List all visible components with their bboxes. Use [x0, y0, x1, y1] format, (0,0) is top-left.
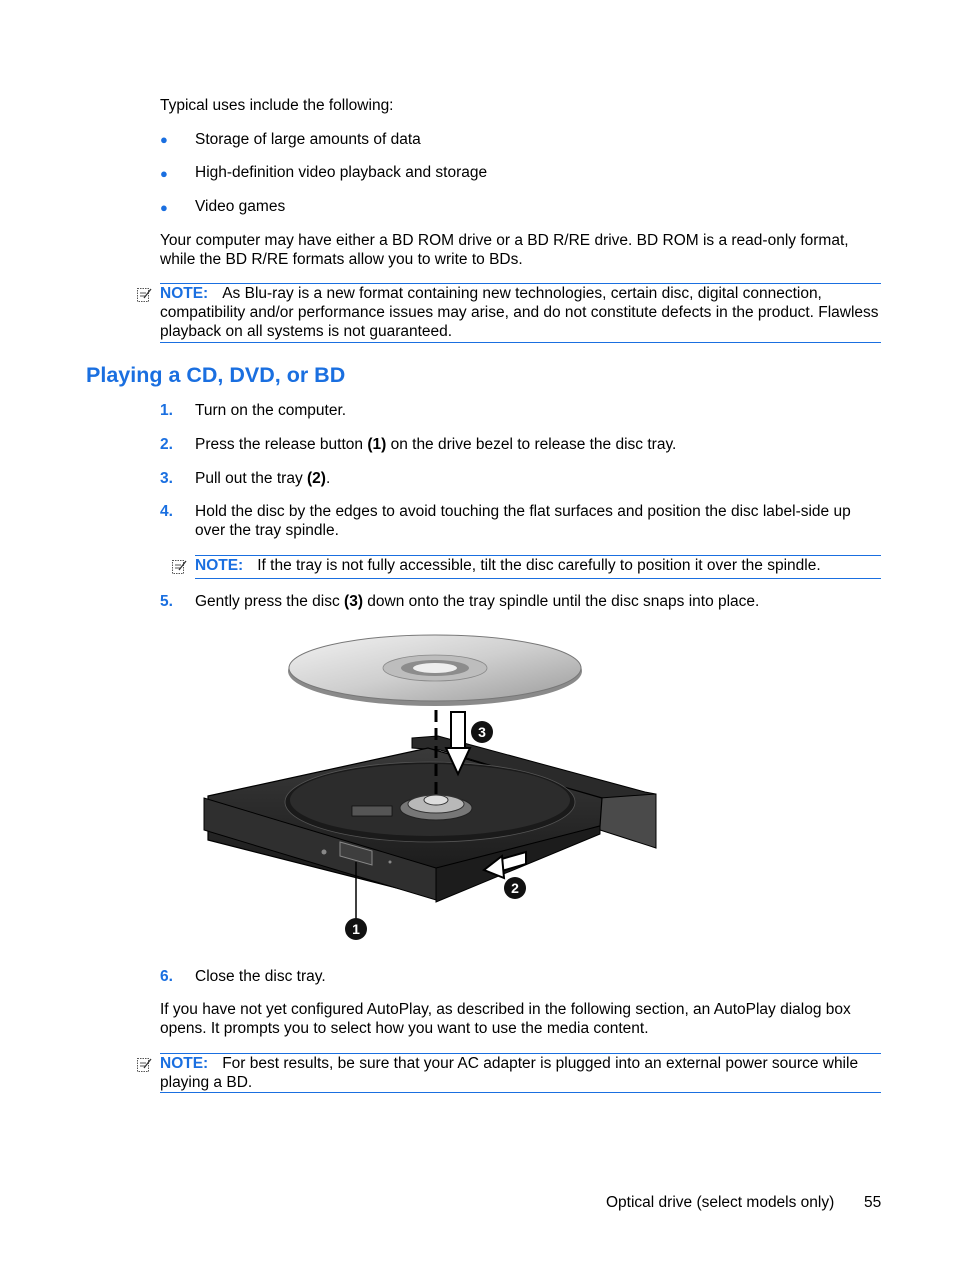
note-body: For best results, be sure that your AC adapter is plugged into an external power source while playing a BD.	[160, 1055, 859, 1091]
disc-tray-illustration	[200, 630, 670, 945]
step-number: 2.	[160, 436, 173, 453]
note-label: NOTE:	[195, 557, 244, 574]
note-bottom-rule	[160, 1092, 881, 1093]
list-item: Video games	[195, 198, 286, 215]
bullet-icon: ●	[160, 200, 168, 215]
callout-number: 3	[478, 724, 486, 740]
step-number: 1.	[160, 402, 173, 419]
drive-paragraph: Your computer may have either a BD ROM drive or a BD R/RE drive. BD ROM is a read-only format, while the BD R/RE formats allow you to write to BDs.	[160, 232, 849, 268]
drive-tray	[204, 736, 656, 902]
note-icon	[136, 287, 152, 303]
step-text: Close the disc tray.	[195, 968, 326, 985]
step-text: Turn on the computer.	[195, 402, 347, 419]
footer-section-title: Optical drive (select models only)	[606, 1194, 835, 1211]
note-text	[195, 556, 882, 575]
list-item: High-definition video playback and storage	[195, 164, 488, 181]
page-number: 55	[864, 1194, 882, 1211]
step-text: Pull out the tray (2).	[195, 470, 331, 487]
note-bottom-rule	[195, 578, 881, 579]
bullet-icon: ●	[160, 166, 168, 181]
step-number: 6.	[160, 968, 173, 985]
callout-number: 2	[511, 880, 519, 896]
step-number: 3.	[160, 470, 173, 487]
note-label: NOTE:	[160, 285, 209, 302]
step-text: Hold the disc by the edges to avoid touching the flat surfaces and position the disc label-side up over the tray spindle.	[195, 503, 851, 539]
step-number: 4.	[160, 503, 173, 520]
note-text	[160, 284, 882, 341]
disc	[288, 635, 582, 706]
step-number: 5.	[160, 593, 173, 610]
section-heading: Playing a CD, DVD, or BD	[86, 363, 346, 387]
bullet-icon: ●	[160, 132, 168, 147]
callout-1	[345, 918, 367, 940]
callout-number: 1	[352, 921, 360, 937]
list-item: Storage of large amounts of data	[195, 131, 421, 148]
callout-2	[504, 877, 526, 899]
note-text	[160, 1054, 882, 1092]
note-body: If the tray is not fully accessible, tilt the disc carefully to position it over the spindle.	[257, 557, 821, 574]
callout-3	[471, 721, 493, 743]
note-label: NOTE:	[160, 1055, 209, 1072]
note-icon	[171, 559, 187, 575]
step-text: Press the release button (1) on the drive bezel to release the disc tray.	[195, 436, 677, 453]
step-text: Gently press the disc (3) down onto the tray spindle until the disc snaps into place.	[195, 593, 760, 610]
note-bottom-rule	[160, 342, 881, 343]
note-body: As Blu-ray is a new format containing new technologies, certain disc, digital connection, compatibility and/or performance issues may arise, and do not constitute defects in the product. Flawless playback on all systems is not guaranteed.	[160, 285, 879, 340]
intro-text: Typical uses include the following:	[160, 97, 394, 114]
autoplay-paragraph: If you have not yet configured AutoPlay, as described in the following section, an AutoPlay dialog box opens. It prompts you to select how you want to use the media content.	[160, 1001, 851, 1037]
note-icon	[136, 1057, 152, 1073]
